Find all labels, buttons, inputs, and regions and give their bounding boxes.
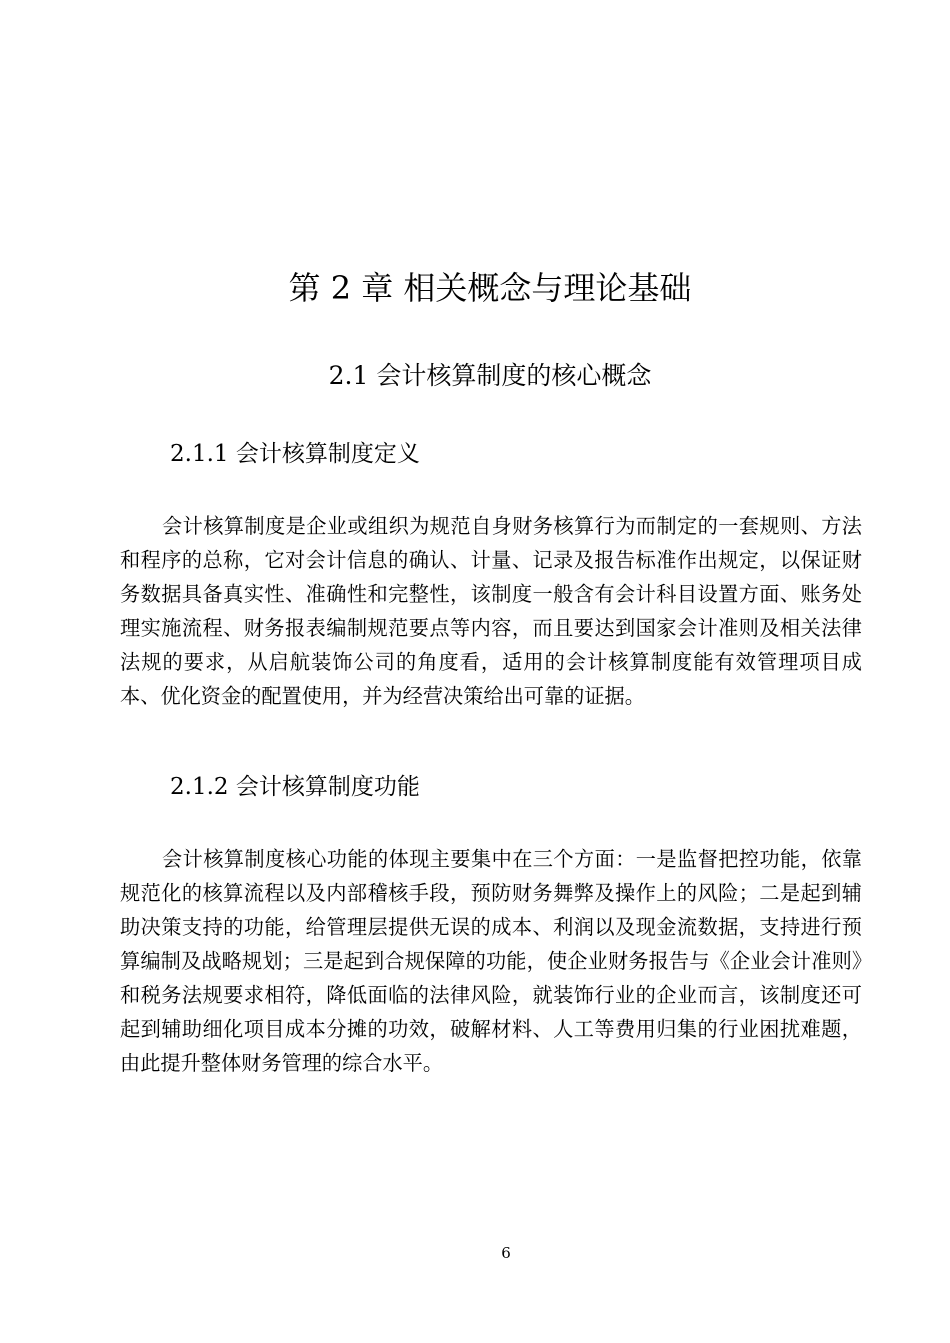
chapter-title: 第 2 章 相关概念与理论基础	[288, 269, 692, 307]
section-title: 2.1 会计核算制度的核心概念	[328, 361, 652, 390]
subsection-title-definition: 2.1.1 会计核算制度定义	[170, 441, 420, 467]
subsection-title-function: 2.1.2 会计核算制度功能	[170, 774, 420, 800]
paragraph-function: 会计核算制度核心功能的体现主要集中在三个方面：一是监督把控功能，依靠规范化的核算流程以及内部稽核手段，预防财务舞弊及操作上的风险；二是起到辅助决策支持的功能，给管理层提供无误的成本、利润以及现金流数据，支持进行预算编制及战略规划；三是起到合规保障的功能，使企业财务报告与《企业会计准则》和税务法规要求相符，降低面临的法律风险，就装饰行业的企业而言，该制度还可起到辅助细化项目成本分摊的功效，破解材料、人工等费用归集的行业困扰难题，由此提升整体财务管理的综合水平。	[120, 847, 862, 1075]
page-number: 6	[501, 1244, 511, 1262]
paragraph-definition: 会计核算制度是企业或组织为规范自身财务核算行为而制定的一套规则、方法和程序的总称，它对会计信息的确认、计量、记录及报告标准作出规定，以保证财务数据具备真实性、准确性和完整性，该制度一般含有会计科目设置方面、账务处理实施流程、财务报表编制规范要点等内容，而且要达到国家会计准则及相关法律法规的要求，从启航装饰公司的角度看，适用的会计核算制度能有效管理项目成本、优化资金的配置使用，并为经营决策给出可靠的证据。	[120, 514, 862, 708]
